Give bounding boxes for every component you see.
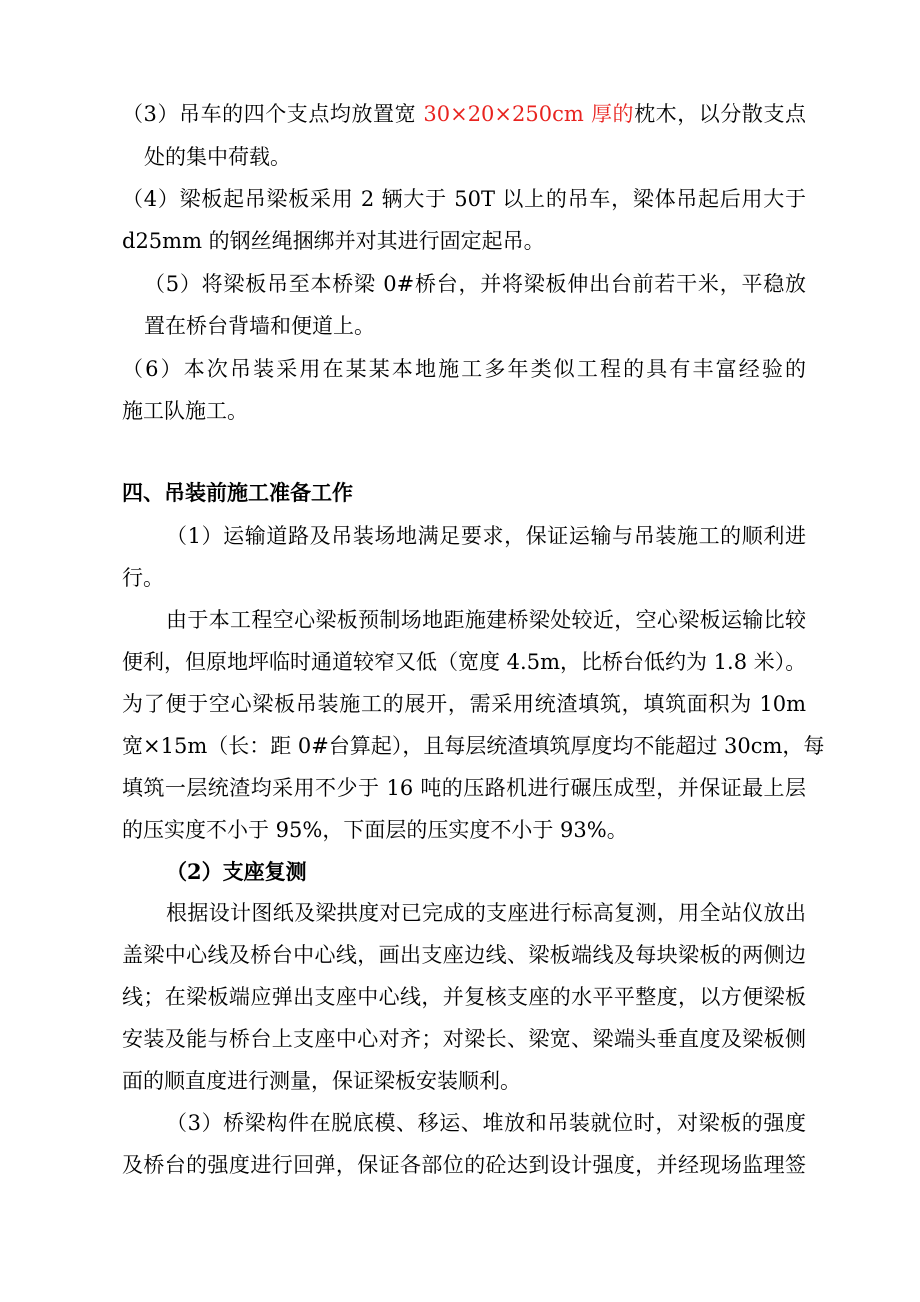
support-recheck-line-2: 盖梁中心线及桥台中心线，画出支座边线、梁板端线及每块梁板的两侧边 [122,943,806,967]
paragraph-4-line-2: d25mm 的钢丝绳捆绑并对其进行固定起吊。 [122,229,545,253]
paragraph-5-line-2: 置在桥台背墙和便道上。 [144,314,375,338]
section4-item1-line-1: （1）运输道路及吊装场地满足要求，保证运输与吊装施工的顺利进 [166,524,806,548]
subheading-support-recheck: （2）支座复测 [166,859,307,884]
p3-text-pre: （3）吊车的四个支点均放置宽 [122,102,424,126]
section-heading: 四、吊装前施工准备工作 [122,480,353,505]
paragraph-6-line-1: （6）本次吊装采用在某某本地施工多年类似工程的具有丰富经验的 [122,357,806,381]
section4-body-line-1: 由于本工程空心梁板预制场地距施建桥梁处较近，空心梁板运输比较 [166,608,806,632]
section4-item1-line-2: 行。 [122,566,164,590]
section4-body-line-5: 填筑一层统渣均采用不少于 16 吨的压路机进行碾压成型，并保证最上层 [122,776,806,800]
section4-item3-line-1: （3）桥梁构件在脱底模、移运、堆放和吊装就位时，对梁板的强度 [166,1111,806,1135]
support-recheck-line-4: 安装及能与桥台上支座中心对齐；对梁长、梁宽、梁端头垂直度及梁板侧 [122,1027,806,1051]
paragraph-3-line-1 [122,99,806,129]
support-recheck-line-1: 根据设计图纸及梁拱度对已完成的支座进行标高复测，用全站仪放出 [166,901,806,925]
support-recheck-line-5: 面的顺直度进行测量，保证梁板安装顺利。 [122,1069,521,1093]
section4-body-line-3: 为了便于空心梁板吊装施工的展开，需采用统渣填筑，填筑面积为 10m [122,692,806,716]
paragraph-5-line-1: （5）将梁板吊至本桥梁 0#桥台，并将梁板伸出台前若干米，平稳放 [144,272,806,296]
paragraph-4-line-1: （4）梁板起吊梁板采用 2 辆大于 50T 以上的吊车，梁体吊起后用大于 [122,187,806,211]
section4-body-line-2: 便利，但原地坪临时通道较窄又低（宽度 4.5m，比桥台低约为 1.8 米）。 [122,650,807,674]
p3-text-post: 枕木，以分散支点 [634,102,806,126]
section4-body-line-4: 宽×15m（长：距 0#台算起），且每层统渣填筑厚度均不能超过 30cm，每 [122,734,825,758]
support-recheck-line-3: 线；在梁板端应弹出支座中心线，并复核支座的水平平整度，以方便梁板 [122,985,806,1009]
paragraph-3-line-2: 处的集中荷载。 [144,145,291,169]
section4-body-line-6: 的压实度不小于 95%，下面层的压实度不小于 93%。 [122,818,628,842]
section4-item3-line-2: 及桥台的强度进行回弹，保证各部位的砼达到设计强度，并经现场监理签 [122,1153,806,1177]
paragraph-6-line-2: 施工队施工。 [122,399,248,423]
p3-text-highlight: 30×20×250cm 厚的 [423,102,635,126]
